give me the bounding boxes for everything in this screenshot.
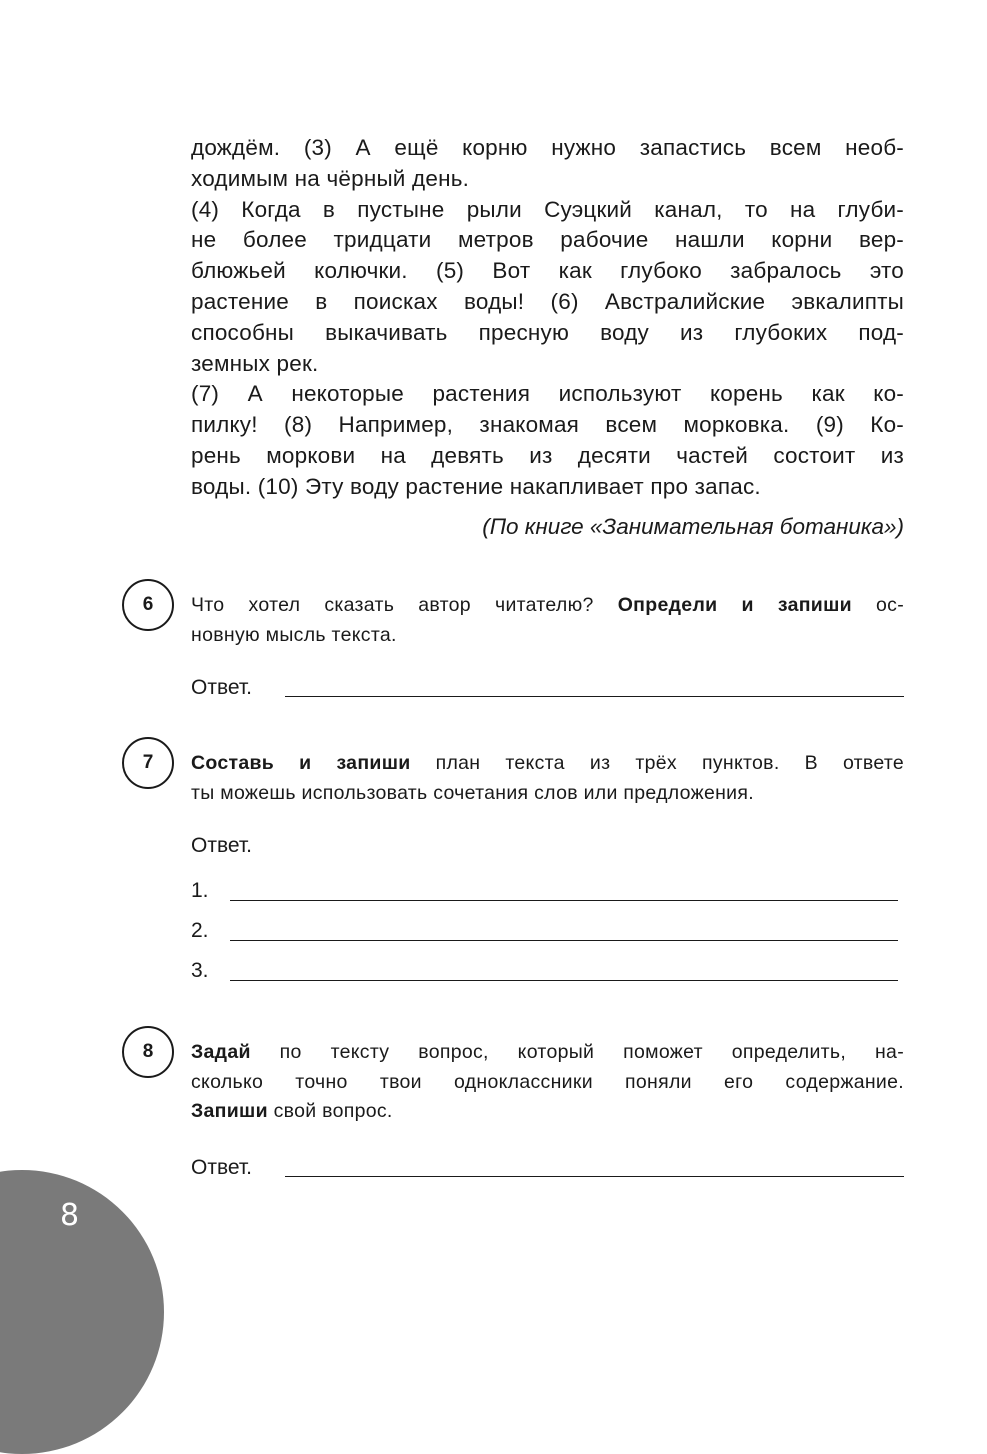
question-6-text xyxy=(191,591,904,650)
answer-label: Ответ. xyxy=(191,1156,252,1179)
question-instruction-bold: Определи и запиши xyxy=(617,594,852,616)
passage-line: земных рек. xyxy=(191,350,319,376)
reading-passage xyxy=(191,133,904,503)
question-number-badge: 6 xyxy=(122,579,174,631)
passage-line: не более тридцати метров рабочие нашли корни вер- xyxy=(191,227,904,253)
passage-line: ходимым на чёрный день. xyxy=(191,165,470,191)
question-instruction-bold: Составь и запиши xyxy=(191,752,411,774)
question-text: Что хотел сказать автор читателю? xyxy=(191,594,618,616)
passage-line: пилку! (8) Например, знакомая всем морковка. (9) Ко- xyxy=(191,412,904,438)
passage-line: дождём. (3) А ещё корню нужно запастись всем необ- xyxy=(191,135,904,160)
answer-line[interactable] xyxy=(285,696,904,697)
answer-label: Ответ. xyxy=(191,676,252,699)
question-8-text xyxy=(191,1038,904,1127)
passage-line: способны выкачивать пресную воду из глубоких под- xyxy=(191,319,904,345)
plan-answer-line[interactable] xyxy=(230,980,898,981)
plan-item-number: 3. xyxy=(191,959,209,982)
plan-answer-line[interactable] xyxy=(230,900,898,901)
page-number: 8 xyxy=(60,1198,80,1233)
answer-line[interactable] xyxy=(285,1176,904,1177)
question-instruction-bold: Запиши xyxy=(191,1100,268,1122)
question-text: ты можешь использовать сочетания слов или предложения. xyxy=(191,781,754,804)
passage-line: (4) Когда в пустыне рыли Суэцкий канал, то на глуби- xyxy=(191,196,904,222)
question-text: новную мысль текста. xyxy=(191,623,397,646)
question-number-badge: 8 xyxy=(122,1026,174,1078)
passage-line: растение в поисках воды! (6) Австралийские эвкалипты xyxy=(191,288,904,314)
plan-item-number: 1. xyxy=(191,879,209,902)
plan-answer-line[interactable] xyxy=(230,940,898,941)
question-text: свой вопрос. xyxy=(267,1100,393,1122)
passage-line: рень моркови на девять из десяти частей состоит из xyxy=(191,442,904,468)
passage-source: (По книге «Занимательная ботаника») xyxy=(482,514,904,539)
passage-line: блюжьей колючки. (5) Вот как глубоко забралось это xyxy=(191,258,904,284)
question-text: план текста из трёх пунктов. В ответе xyxy=(410,752,904,774)
passage-line: воды. (10) Эту воду растение накапливает про запас. xyxy=(191,473,761,499)
question-instruction-bold: Задай xyxy=(191,1041,251,1063)
question-7-text xyxy=(191,749,904,808)
question-number-badge: 7 xyxy=(122,737,174,789)
question-text: сколько точно твои одноклассники поняли его содержание. xyxy=(191,1070,904,1093)
plan-item-number: 2. xyxy=(191,919,209,942)
question-text: ос- xyxy=(851,594,904,616)
passage-line: (7) А некоторые растения используют корень как ко- xyxy=(191,381,904,407)
answer-label: Ответ. xyxy=(191,834,252,857)
page-number-tab xyxy=(0,1170,164,1454)
question-text: по тексту вопрос, который поможет определить, на- xyxy=(250,1041,904,1063)
